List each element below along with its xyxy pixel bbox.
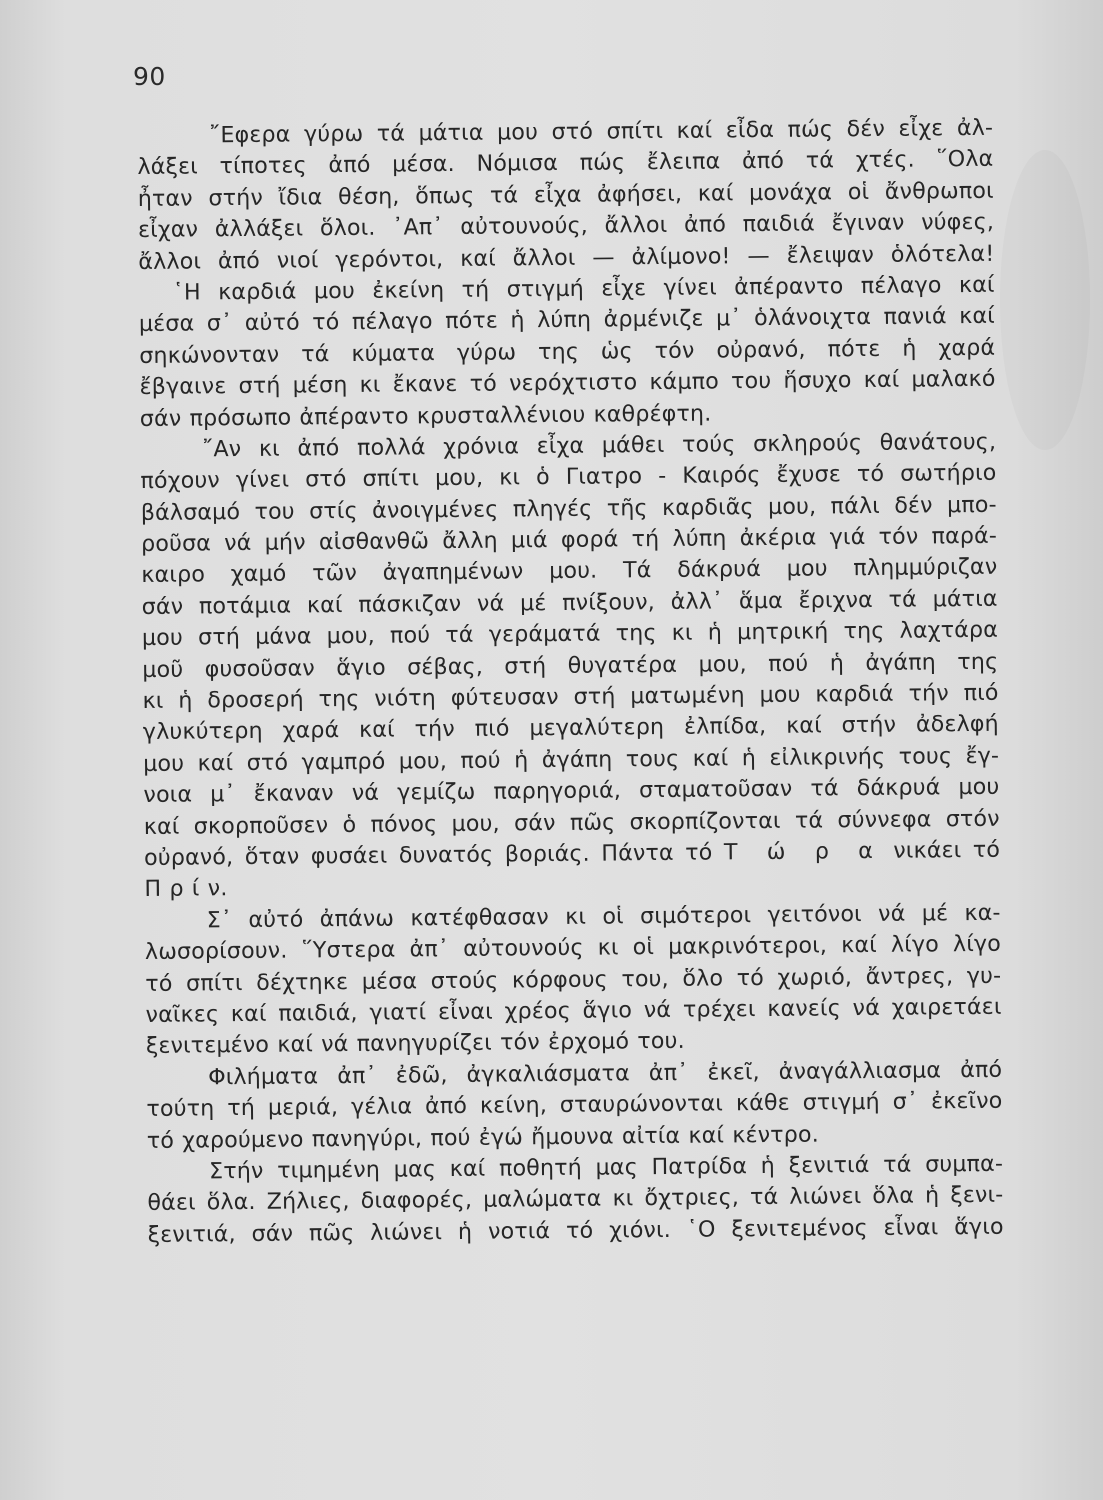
text-line: βάλσαμό του στίς ἀνοιγμένες πληγές τῆς καρδιᾶς μου, πάλι δέν μπο- bbox=[140, 491, 997, 526]
text-line: Φιλήματα ἀπ᾿ ἐδῶ, ἀγκαλιάσματα ἀπ᾿ ἐκεῖ, ἀναγάλλιασμα ἀπό bbox=[208, 1056, 1003, 1091]
text-line: κι ἡ δροσερή της νιότη φύτευσαν στή ματωμένη μου καρδιά τήν πιό bbox=[142, 679, 999, 715]
text-line: ἄλλοι ἀπό νιοί γερόντοι, καί ἄλλοι — ἀλίμονο! — ἔλειψαν ὁλότελα! bbox=[138, 240, 995, 275]
text-line: ξενιτεμένο καί νά πανηγυρίζει τόν ἐρχομό του. bbox=[145, 1028, 685, 1060]
text-line: εἶχαν ἀλλάξει ὅλοι. ᾿Απ᾿ αὐτουνούς, ἄλλοι ἀπό παιδιά ἔγιναν νύφες, bbox=[137, 208, 995, 244]
text-line: μέσα σ᾿ αὐτό τό πέλαγο πότε ἡ λύπη ἀρμένιζε μ᾿ ὁλάνοιχτα πανιά καί bbox=[138, 303, 996, 338]
text-line: τό χαρούμενο πανηγύρι, πού ἐγώ ἤμουνα αἰτία καί κέντρο. bbox=[146, 1121, 820, 1154]
text-line: σάν πρόσωπο ἀπέραντο κρυσταλλένιου καθρέφτη. bbox=[139, 400, 712, 432]
body-text bbox=[137, 113, 1004, 1251]
text-line: ναῖκες καί παιδιά, γιατί εἶναι χρέος ἅγιο νά τρέχει κανείς νά χαιρετάει bbox=[145, 993, 1002, 1028]
page-number: 90 bbox=[133, 62, 166, 91]
text-line: μοῦ φυσοῦσαν ἅγιο σέβας, στή θυγατέρα μου, πού ἡ ἀγάπη της bbox=[142, 648, 999, 683]
text-line: ξενιτιά, σάν πῶς λιώνει ἡ νοτιά τό χιόνι. ῾Ο ξενιτεμένος εἶναι ἅγιο bbox=[147, 1213, 1004, 1248]
text-line: γλυκύτερη χαρά καί τήν πιό μεγαλύτερη ἐλπίδα, καί στήν ἀδελφή bbox=[142, 711, 999, 746]
text-line: νοια μ᾿ ἔκαναν νά γεμίζω παρηγοριά, σταματοῦσαν τά δάκρυά μου bbox=[143, 773, 1000, 809]
text-line: Στήν τιμημένη μας καί ποθητή μας Πατρίδα ἡ ξενιτιά τά συμπα- bbox=[208, 1150, 1004, 1185]
text-line: Σ᾿ αὐτό ἀπάνω κατέφθασαν κι οἱ σιμότεροι γειτόνοι νά μέ κα- bbox=[206, 899, 1001, 934]
text-line: μου καί στό γαμπρό μου, πού ἡ ἀγάπη τους καί ἡ εἰλικρινής τους ἔγ- bbox=[143, 742, 1000, 777]
text-line: καί σκορποῦσεν ὁ πόνος μου, σάν πῶς σκορπίζονται τά σύννεφα στόν bbox=[143, 805, 1000, 840]
text-line: λωσορίσουν. ῞Υστερα ἀπ᾿ αὐτουνούς κι οἱ μακρινότεροι, καί λίγο λίγο bbox=[144, 930, 1002, 966]
text-line: καιρο χαμό τῶν ἀγαπημένων μου. Τά δάκρυά μου πλημμύριζαν bbox=[141, 554, 998, 589]
text-line: θάει ὅλα. Ζήλιες, διαφορές, μαλώματα κι ὄχτριες, τά λιώνει ὅλα ἡ ξενι- bbox=[147, 1182, 1004, 1217]
text-line: ἔβγαινε στή μέση κι ἔκανε τό νερόχτιστο κάμπο του ἥσυχο καί μαλακό bbox=[139, 365, 996, 401]
text-line-start: οὐρανό, ὅταν φυσάει δυνατός βοριάς. Πάντα τό bbox=[143, 839, 713, 871]
text-line: ῎Αν κι ἀπό πολλά χρόνια εἶχα μάθει τούς σκληρούς θανάτους, bbox=[202, 428, 997, 463]
text-line: σηκώνονταν τά κύματα γύρω της ὡς τόν οὐρανό, πότε ἡ χαρά bbox=[139, 334, 996, 369]
spaced-word-before: Π ρ ί ν. bbox=[144, 875, 228, 903]
text-line: πόχουν γίνει στό σπίτι μου, κι ὁ Γιατρο - Καιρός ἔχυσε τό σωτήριο bbox=[140, 460, 997, 495]
text-line: μου στή μάνα μου, πού τά γεράματά της κι ἡ μητρική της λαχτάρα bbox=[141, 617, 999, 652]
text-line: τούτη τή μεριά, γέλια ἀπό κείνη, σταυρώνονται κάθε στιγμή σ᾿ ἐκεῖνο bbox=[146, 1087, 1003, 1123]
text-line: ροῦσα νά μήν αἰσθανθῶ ἄλλη μιά φορά τή λύπη ἀκέρια γιά τόν παρά- bbox=[140, 522, 998, 558]
text-line: ἦταν στήν ἴδια θέση, ὅπως τά εἶχα ἀφήσει, καί μονάχα οἱ ἄνθρωποι bbox=[137, 177, 994, 212]
text-line-end: νικάει τό bbox=[893, 836, 1001, 864]
text-line: λάξει τίποτες ἀπό μέσα. Νόμισα πώς ἔλειπα ἀπό τά χτές. ῞Ολα bbox=[137, 146, 994, 181]
spaced-word-now: Τ ώ ρ α bbox=[723, 837, 882, 866]
text-line: ῎Εφερα γύρω τά μάτια μου στό σπίτι καί εἶδα πώς δέν εἶχε ἀλ- bbox=[209, 114, 994, 149]
text-line: τό σπίτι δέχτηκε μέσα στούς κόρφους του, ὅλο τό χωριό, ἄντρες, γυ- bbox=[145, 962, 1002, 997]
text-line: σάν ποτάμια καί πάσκιζαν νά μέ πνίξουν, ἀλλ᾿ ἅμα ἔριχνα τά μάτια bbox=[141, 585, 998, 620]
page-shadow bbox=[1000, 150, 1090, 450]
text-line: ῾Η καρδιά μου ἐκείνη τή στιγμή εἶχε γίνει ἀπέραντο πέλαγο καί bbox=[172, 271, 995, 306]
